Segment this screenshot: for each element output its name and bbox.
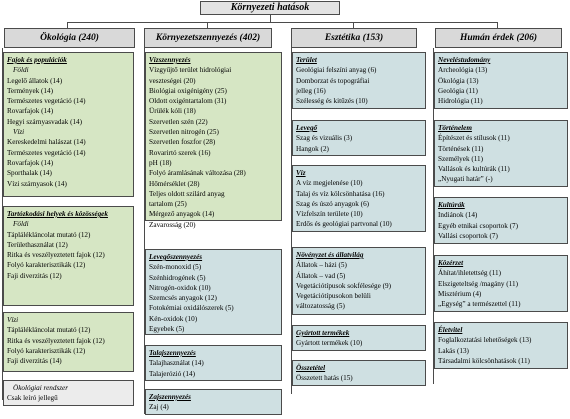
- group-title: Fajok és populációk: [7, 56, 67, 64]
- list-item: Szemcsés anyagok (12): [149, 294, 217, 303]
- group-tortenelem: [434, 120, 568, 187]
- list-item: Nitrogén-oxidok (10): [149, 283, 211, 292]
- list-item: Szervetlen szén (22): [149, 117, 208, 126]
- group-tartozkodasi-helyek: [3, 206, 134, 306]
- list-item: Geológia (11): [438, 86, 478, 95]
- group-novenyzet-es-allatvilag: [292, 247, 426, 315]
- list-item: Vallási csoportok (7): [438, 231, 498, 240]
- list-item: Hangok (2): [296, 144, 329, 153]
- group-kulturak: [434, 197, 568, 244]
- list-item: Geológiai felszíni anyag (6): [296, 66, 377, 75]
- list-item: Folyó áramlásának változása (28): [149, 169, 246, 178]
- list-item: Vegetációtípusokon belüli: [296, 292, 371, 301]
- list-item: Táplálékláncolat mutató (12): [7, 326, 91, 335]
- list-item: „Nyugati határ” (-): [438, 175, 493, 184]
- group-okologiai-rendszer: [3, 380, 134, 406]
- group-title: Zajszennyezés: [149, 393, 191, 401]
- list-item: Állatok – vad (5): [296, 271, 346, 280]
- group-subheading: Földi: [13, 66, 29, 75]
- list-item: Személyek (11): [438, 154, 484, 163]
- group-subheading: Vízi: [13, 128, 25, 137]
- list-item: pH (18): [149, 158, 172, 167]
- group-subheading: Földi: [13, 220, 29, 229]
- list-item: Sporthalak (14): [7, 169, 52, 178]
- list-item: veszteségei (20): [149, 76, 196, 85]
- list-item: Szénhidrogének (5): [149, 273, 206, 282]
- list-item: Ürülék kóli (18): [149, 107, 196, 116]
- group-title: Levegő: [296, 124, 318, 132]
- list-item: Szag és vizuális (3): [296, 134, 353, 143]
- group-title: Közérzet: [438, 259, 464, 267]
- list-item: Vízgyűjtő terület hidrológiai: [149, 66, 232, 75]
- group-title: Növényzet és állatvilág: [296, 251, 364, 259]
- list-item: Teljes oldott szilárd anyag: [149, 189, 225, 198]
- list-item: Vízfelszín területe (10): [296, 210, 363, 219]
- list-item: Archeológia (13): [438, 66, 488, 75]
- list-item: Társadalmi kölcsönhatások (11): [438, 356, 530, 365]
- list-item: Állatok – házi (5): [296, 261, 347, 270]
- group-title: Életvitel: [438, 326, 463, 334]
- list-item: Elszigeteltség /magány (11): [438, 279, 518, 288]
- group-title: Gyártott termékek: [296, 329, 350, 337]
- group-vizszennyezes: [145, 52, 282, 229]
- list-item: Folyó karakterisztikák (12): [7, 261, 86, 270]
- list-item: Szag és úszó anyagok (6): [296, 199, 370, 208]
- group-terulet: [292, 52, 426, 109]
- group-title: Vízi: [7, 316, 19, 324]
- group-eletvitel: [434, 322, 568, 369]
- list-item: Összetett hatás (15): [296, 374, 353, 383]
- list-item: Vízi szárnyasok (14): [7, 179, 67, 188]
- list-item: Gyártott termékek (10): [296, 339, 363, 348]
- list-item: Csak leíró jellegű: [7, 394, 58, 403]
- list-item: Rovarirtó szerek (16): [149, 148, 211, 157]
- category-header-kornyezetszennyezes: Környezetszennyezés (402): [144, 28, 272, 48]
- group-nevelestudomany: [434, 52, 568, 109]
- root-connector-horizontal: [67, 22, 498, 23]
- list-item: Faji diverzitás (12): [7, 271, 62, 280]
- list-item: „Egység” a természettel (11): [438, 300, 521, 309]
- list-item: Hegyi szárnyasvadak (14): [7, 117, 83, 126]
- group-title: Vízszennyezés: [149, 56, 191, 64]
- group-levegoszennyezes: [145, 249, 282, 335]
- list-item: Szén-monoxid (5): [149, 263, 202, 272]
- list-item: Hidrológia (11): [438, 97, 483, 106]
- list-item: Zaj (4): [149, 403, 169, 412]
- group-levego: [292, 120, 426, 156]
- list-item: Misztérium (4): [438, 289, 482, 298]
- list-item: Rovarfajok (14): [7, 158, 54, 167]
- list-item: Kereskedelmi halászat (14): [7, 138, 86, 147]
- group-title: Tartózkodási helyek és közösségek: [7, 210, 108, 218]
- list-item: jelleg (16): [296, 86, 326, 95]
- list-item: Rovarfajok (14): [7, 107, 54, 116]
- list-item: Talajerózió (14): [149, 369, 195, 378]
- list-item: Kén-oxidok (10): [149, 314, 198, 323]
- list-item: Vegetációtípusok sokfélesége (9): [296, 281, 392, 290]
- group-title: Kultúrák: [438, 201, 465, 209]
- group-title: Víz: [296, 169, 306, 177]
- list-item: tartalom (25): [149, 200, 187, 209]
- list-item: Lakás (13): [438, 346, 469, 355]
- list-item: Talaj és víz kölcsönhatása (16): [296, 189, 385, 198]
- list-item: Ökológia (13): [438, 76, 479, 85]
- group-gyartott-termekek: [292, 325, 426, 351]
- list-item: Táplálékláncolat mutató (12): [7, 230, 91, 239]
- list-item: Talajhasználat (14): [149, 359, 204, 368]
- list-item: Biológiai oxigénigény (25): [149, 86, 227, 95]
- list-item: Természetes vegetáció (14): [7, 148, 86, 157]
- group-zajszennyezes: [145, 389, 282, 415]
- list-item: változatosság (5): [296, 302, 345, 311]
- group-kozerzet: [434, 255, 568, 312]
- group-title: Terület: [296, 56, 317, 64]
- list-item: Szervetlen nitrogén (25): [149, 128, 219, 137]
- group-title: Összetétel: [296, 364, 326, 372]
- group-fajok-es-populaciok: [3, 52, 134, 197]
- list-item: Termények (14): [7, 86, 53, 95]
- list-item: Történések (11): [438, 144, 484, 153]
- list-item: Vallások és kultúrák (11): [438, 165, 510, 174]
- category-header-esztetika: Esztétika (153): [291, 28, 417, 48]
- group-vizi: [3, 312, 134, 372]
- list-item: Áhítat/ihletettség (11): [438, 269, 502, 278]
- group-title: Neveléstudomány: [438, 56, 491, 64]
- list-item: Hőmérséklet (28): [149, 179, 200, 188]
- group-title: Talajszennyezés: [149, 349, 196, 357]
- list-item: Erdős és geológiai partvonal (10): [296, 220, 392, 229]
- category-header-okologia: Ökológia (240): [4, 28, 135, 48]
- list-item: Oldott oxigéntartalom (31): [149, 97, 227, 106]
- group-title: Ökológiai rendszer: [13, 384, 69, 392]
- list-item: Egyéb etnikai csoportok (7): [438, 221, 519, 230]
- list-item: Ritka és veszélyeztetett fajok (12): [7, 251, 105, 260]
- list-item: Egyebek (5): [149, 325, 185, 334]
- list-item: Mérgező anyagok (14): [149, 210, 215, 219]
- list-item: Legelő állatok (14): [7, 76, 63, 85]
- group-viz: [292, 165, 426, 232]
- list-item: Építészet és stílusok (11): [438, 134, 510, 143]
- list-item: Területhasználat (12): [7, 240, 68, 249]
- list-item: Zavarosság (20): [149, 220, 196, 229]
- root-node-title: Környezeti hatások: [200, 1, 340, 15]
- group-talajszennyezes: [145, 345, 282, 381]
- list-item: Foglalkoztatási lehetőségek (13): [438, 336, 532, 345]
- list-item: Ritka és veszélyeztetett fajok (12): [7, 336, 105, 345]
- group-title: Történelem: [438, 124, 472, 132]
- list-item: Szervetlen foszfor (28): [149, 138, 216, 147]
- list-item: Indiánok (14): [438, 211, 478, 220]
- group-osszetetel: [292, 360, 426, 386]
- list-item: Természetes vegetáció (14): [7, 97, 86, 106]
- list-item: A víz megjelenése (10): [296, 179, 363, 188]
- list-item: Domborzat és topográfiai: [296, 76, 370, 85]
- list-item: Fotokémiai oxidálószerek (5): [149, 304, 234, 313]
- list-item: Szélesség és kitűzés (10): [296, 97, 368, 106]
- list-item: Folyó karakterisztikák (12): [7, 346, 86, 355]
- group-title: Levegőszennyezés: [149, 253, 203, 261]
- category-header-human-erdek: Humán érdek (206): [435, 28, 562, 48]
- list-item: Faji diverzitás (14): [7, 357, 62, 366]
